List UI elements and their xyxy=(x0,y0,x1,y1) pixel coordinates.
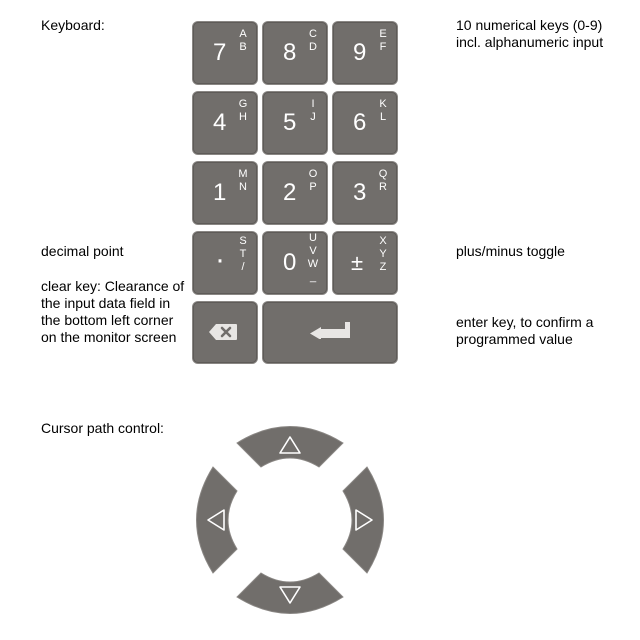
key-8[interactable] xyxy=(263,22,327,84)
key-letter: F xyxy=(379,41,387,53)
cursor-up-button[interactable] xyxy=(237,427,343,468)
key-letter: K xyxy=(379,98,387,110)
enter-key-description: enter key, to confirm a programmed value xyxy=(456,314,594,347)
key-digit: 6 xyxy=(353,109,367,136)
key-letter: C xyxy=(309,28,317,40)
key-7[interactable] xyxy=(193,22,257,84)
key-5[interactable] xyxy=(263,92,327,154)
key-letter: N xyxy=(239,181,247,193)
cursor-down-button[interactable] xyxy=(237,573,343,614)
key-letters xyxy=(377,28,389,54)
key-letter: A xyxy=(239,28,247,40)
key-letter: U xyxy=(309,232,317,244)
key-6[interactable] xyxy=(333,92,397,154)
key-9[interactable] xyxy=(333,22,397,84)
key-letter: R xyxy=(379,181,387,193)
key-letter: G xyxy=(238,98,248,110)
key-letter: L xyxy=(379,111,387,123)
key-2[interactable] xyxy=(263,162,327,224)
key-letter: V xyxy=(309,245,317,257)
key-digit: 9 xyxy=(353,39,367,66)
key-digit: 2 xyxy=(283,179,297,206)
enter-key[interactable] xyxy=(263,302,397,363)
enter-icon xyxy=(308,321,352,339)
key-digit: 0 xyxy=(283,249,297,276)
key-digit: ± xyxy=(351,250,364,275)
key-letter: W xyxy=(307,258,319,270)
key-letters xyxy=(377,235,389,274)
key-letters xyxy=(307,98,319,124)
key-letter: E xyxy=(379,28,387,40)
numerical-keys-description: 10 numerical keys (0-9) incl. alphanumeric input xyxy=(456,17,604,50)
key-plus-minus[interactable] xyxy=(333,232,397,294)
key-letters xyxy=(307,232,319,284)
key-letters xyxy=(237,235,249,274)
plus-minus-label: plus/minus toggle xyxy=(456,243,565,259)
key-letter: Y xyxy=(379,248,387,260)
key-letter: B xyxy=(239,41,247,53)
key-decimal[interactable] xyxy=(193,232,257,294)
key-letters xyxy=(377,168,389,194)
key-letter: D xyxy=(309,41,317,53)
cursor-control-heading: Cursor path control: xyxy=(41,420,164,436)
key-1[interactable] xyxy=(193,162,257,224)
key-letters xyxy=(377,98,389,124)
key-digit: 3 xyxy=(353,179,367,206)
key-letter: T xyxy=(239,248,247,260)
key-letters xyxy=(307,168,319,194)
key-digit: · xyxy=(215,243,225,276)
key-letters xyxy=(237,168,249,194)
key-letter: S xyxy=(239,235,247,247)
decimal-point-label: decimal point xyxy=(41,243,124,259)
key-3[interactable] xyxy=(333,162,397,224)
key-letters xyxy=(237,28,249,54)
key-letter: I xyxy=(311,98,315,110)
clear-key-description: clear key: Clearance of the input data field in the bottom left corner on the monitor screen xyxy=(41,278,185,345)
key-digit: 4 xyxy=(213,109,227,136)
cursor-right-button[interactable] xyxy=(343,467,384,573)
key-letter: / xyxy=(241,261,245,273)
key-letter: Z xyxy=(379,261,387,273)
key-letter: O xyxy=(308,168,318,180)
key-letter: X xyxy=(379,235,387,247)
key-digit: 5 xyxy=(283,109,297,136)
key-letter: H xyxy=(239,111,247,123)
cursor-pad xyxy=(192,422,388,618)
backspace-icon xyxy=(208,323,238,341)
key-letters xyxy=(237,98,249,124)
key-4[interactable] xyxy=(193,92,257,154)
key-digit: 7 xyxy=(213,39,227,66)
clear-key[interactable] xyxy=(193,302,257,363)
key-letter: J xyxy=(310,111,316,123)
keyboard-heading: Keyboard: xyxy=(41,17,105,33)
key-digit: 1 xyxy=(213,179,227,206)
key-0[interactable] xyxy=(263,232,327,294)
key-letter: Q xyxy=(378,168,388,180)
key-letters xyxy=(307,28,319,54)
key-letter: _ xyxy=(309,271,317,283)
cursor-left-button[interactable] xyxy=(197,467,238,573)
key-letter: P xyxy=(309,181,317,193)
key-letter: M xyxy=(238,168,248,180)
key-digit: 8 xyxy=(283,39,297,66)
